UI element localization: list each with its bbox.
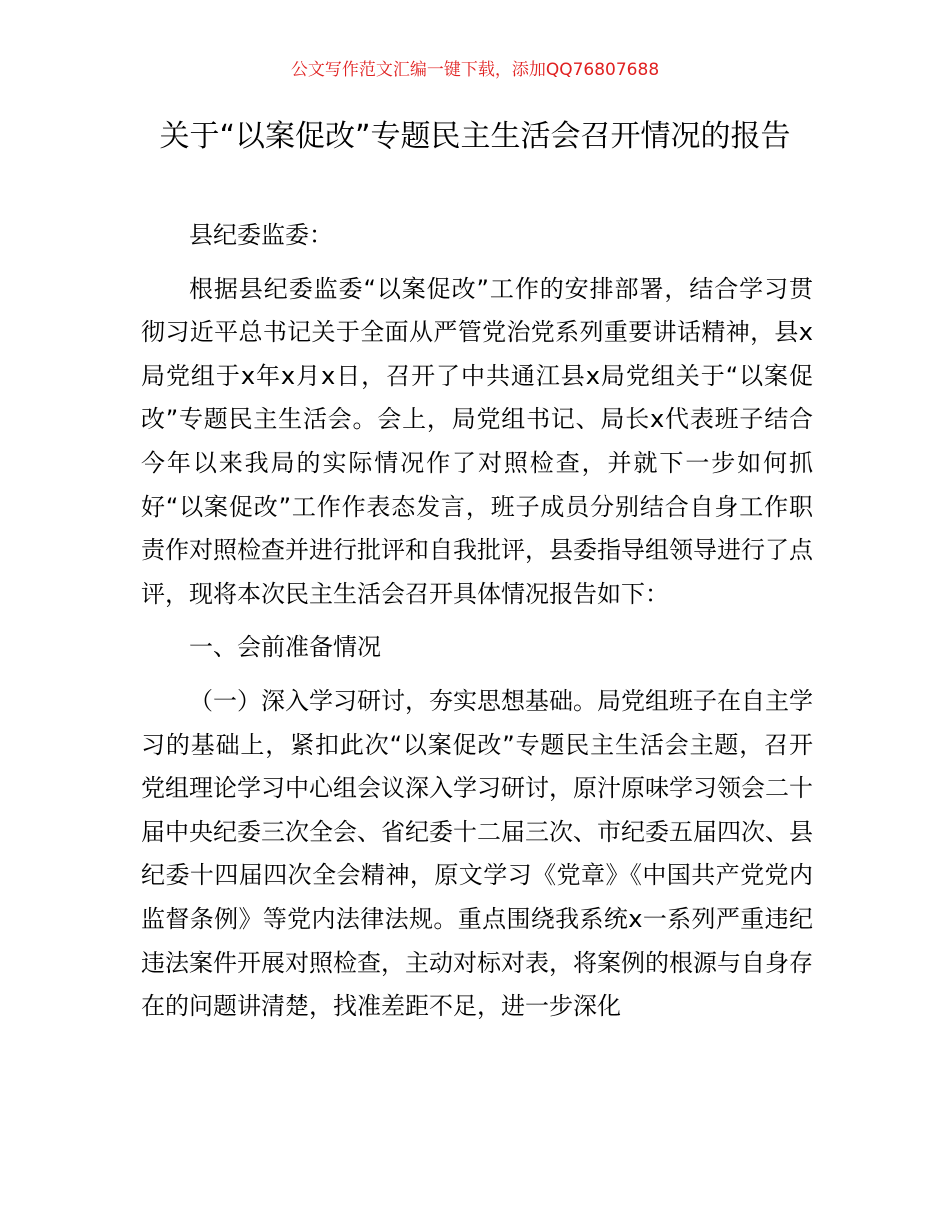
subsection-paragraph: （一）深入学习研讨，夯实思想基础。局党组班子在自主学习的基础上，紧扣此次“以案促改”专题民主生活会主题，召开党组理论学习中心组会议深入学习研讨，原汁原味学习领会二十届中央纪委三次全会、省纪委十二届三次、市纪委五届四次、县纪委十四届四次全会精神，原文学习《党章》《中国共产党党内监督条例》等党内法律法规。重点围绕我系统x一系列严重违纪违法案件开展对照检查，主动对标对表，将案例的根源与自身存在的问题讲清楚，找准差距不足，进一步深化 [141,686,813,1021]
header-note: 公文写作范文汇编一键下载，添加QQ76807688 [290,60,660,80]
addressee: 县纪委监委： [189,221,333,249]
document-title: 关于“以案促改”专题民主生活会召开情况的报告 [159,119,791,154]
body-paragraph: 根据县纪委监委“以案促改”工作的安排部署，结合学习贯彻习近平总书记关于全面从严管党治党系列重要讲话精神，县x局党组于x年x月x日，召开了中共通江县x局党组关于“以案促改”专题民主生活会。会上，局党组书记、局长x代表班子结合今年以来我局的实际情况作了对照检查，并就下一步如何抓好“以案促改”工作作表态发言，班子成员分别结合自身工作职责作对照检查并进行批评和自我批评，县委指导组领导进行了点评，现将本次民主生活会召开具体情况报告如下： [141,274,813,608]
document-body [141,214,813,1039]
section-heading: 一、会前准备情况 [189,633,381,662]
